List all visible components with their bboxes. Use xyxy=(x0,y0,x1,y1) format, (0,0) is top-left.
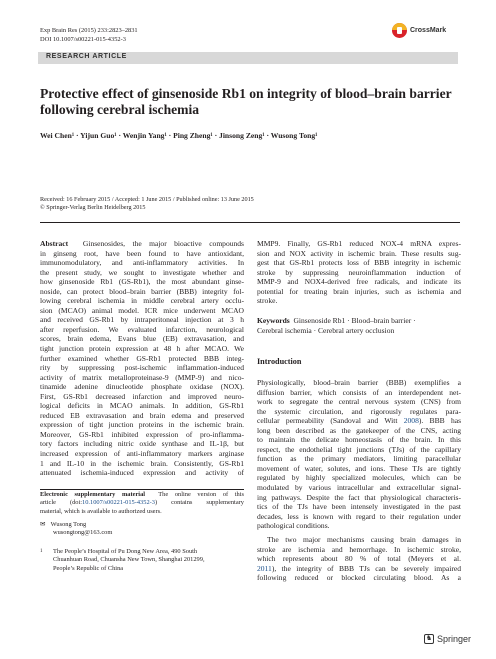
author-email[interactable]: wusongtong@163.com xyxy=(53,529,113,537)
abstract-continued xyxy=(257,239,461,306)
doi-line: DOI 10.1007/s00221-015-4352-3 xyxy=(40,35,126,43)
abstract-line: attenuated ischemia-induced expression and activity of xyxy=(40,468,244,478)
header-divider xyxy=(40,222,460,223)
article-title: Protective effect of ginsenoside Rb1 on integrity of blood–brain barrier following cerebral ischemia xyxy=(40,86,452,117)
springer-horse-icon: ♞ xyxy=(425,635,433,642)
journal-citation xyxy=(40,27,138,44)
abstract-line: lowing cerebral ischemia in middle cerebral artery occlu- xyxy=(40,296,244,306)
section-heading-introduction: Introduction xyxy=(257,357,302,366)
publication-dates xyxy=(40,196,460,212)
abstract-line: sion and NOX activity in ischemic brain. These results sug- xyxy=(257,248,461,258)
affiliation: 1 The People’s Hospital of Pu Dong New Area, 490 South Chuanhuan Road, Chuansha New Town, Shanghai 201299, People’s Republic of China xyxy=(40,548,205,572)
abstract-line: tight junction protein expression at 48 h after MCAO. We xyxy=(40,344,244,354)
citation-link[interactable]: 2011 xyxy=(257,563,272,573)
supplementary-label: Electronic supplementary material xyxy=(40,491,146,498)
abstract-line: stroke. xyxy=(257,296,278,306)
abstract-line: in ginseng root, have been found to have antioxidant, xyxy=(40,248,244,258)
abstract-line: the present study, we sought to investigate whether and xyxy=(40,267,244,277)
envelope-icon: ✉ xyxy=(40,521,46,528)
abstract-line: MMP-9 and NOX4-derived free radicals, and indicate its xyxy=(257,277,461,287)
abstract-line: Ginsenosides, the major bioactive compounds xyxy=(82,239,244,248)
abstract-line: First, GS-Rb1 decreased infarction and improved neuro- xyxy=(40,391,244,401)
citation-link[interactable]: 2008 xyxy=(403,416,419,426)
abstract-label: Abstract xyxy=(40,239,69,248)
copyright-line: © Springer-Verlag Berlin Heidelberg 2015 xyxy=(40,204,146,212)
abstract-line: potential for treating brain injuries, such as ischemia and xyxy=(257,286,461,296)
correspondence xyxy=(40,521,244,538)
abstract-line: 1 and IL-10 in the ischemic brain. Consistently, GS-Rb1 xyxy=(40,458,244,468)
crossmark-badge[interactable] xyxy=(392,22,472,38)
crossmark-label: CrossMark xyxy=(410,26,447,34)
doi-link[interactable]: 10.1007/s00221-015-4352-3 xyxy=(82,499,155,507)
supplementary-note: Electronic supplementary material The online version of this article (doi:10.1007/s00221-015-4352-3) contains supplementary material, which is available to authorized users. xyxy=(40,491,245,515)
abstract-line: tory factors including nitric oxide synthase and IL-1β, but xyxy=(40,439,244,449)
introduction-paragraph-2: The two major mechanisms causing brain damages in stroke are ischemia and hemorrhage. In ischemic stroke, which represents about 80 % of total (Meyers et al. 2011), the integrity of BBB TJs can be severely impaired following reduced or blocked circulating blood. As a xyxy=(257,535,461,583)
abstract-line: Moreover, GS-Rb1 inhibited expression of pro-inflamma- xyxy=(40,429,244,439)
abstract-line: how ginsenoside Rb1 (GS-Rb1), the most abundant ginse- xyxy=(40,277,244,287)
abstract-line: reduced EB extravasation and brain edema and preserved xyxy=(40,410,244,420)
journal-line: Exp Brain Res (2015) 233:2823–2831 xyxy=(40,27,138,34)
author-list: Wei Chen¹ · Yijun Guo¹ · Wenjin Yang¹ · Ping Zheng¹ · Jinsong Zeng¹ · Wusong Tong¹ xyxy=(40,131,318,140)
author-name: Wusong Tong xyxy=(50,521,87,528)
publisher-name: Springer xyxy=(437,634,472,644)
footnote-divider xyxy=(40,489,244,490)
abstract-line: noside, can protect blood–brain barrier (BBB) integrity fol- xyxy=(40,286,244,296)
abstract-line: increased expression of anti-inflammatory markers arginase xyxy=(40,449,244,459)
abstract-line: further examined whether GS-Rb1 protected BBB integ- xyxy=(40,353,244,363)
abstract-line: logical deficits in MCAO animals. In addition, GS-Rb1 xyxy=(40,401,244,411)
introduction-paragraph-1: Physiologically, blood–brain barrier (BBB) exemplifies a diffusion barrier, which consists of an interdependent net- work to segregate the central nervous system (CNS) from the systemic circulation, and rigorously regulates para- cellular permeability (Sandoval and Witt 2008). BBB has long been described as the gatekeeper of the CNS, acting to maintain the delicate homeostasis of the brain. In this respect, the endothelial tight junctions (TJs) of the capillary function as the primary mediators, limiting paracellular movement of water, solutes, and ions. These TJs are tightly regulated by highly specialized molecules, which can be modulated by various intracellular and extracellular signal- ing pathways. Despite the fact that physiological characteris- tics of the TJs have been intensely investigated in the past decades, less is known with regard to their regulation under pathological conditions. xyxy=(257,378,462,531)
abstract-line: after reperfusion. We evaluated infarction, neurological xyxy=(40,324,244,334)
dates-line: Received: 16 February 2015 / Accepted: 1 June 2015 / Published online: 13 June 2015 xyxy=(40,196,254,203)
abstract-line: scores, brain edema, Evans blue (EB) extravasation, and xyxy=(40,334,244,344)
abstract-line: gest that GS-Rb1 protects loss of BBB integrity in ischemic xyxy=(257,258,461,268)
publisher-logo xyxy=(424,634,471,644)
article-type: RESEARCH ARTICLE xyxy=(46,53,127,60)
abstract-line: and received GS-Rb1 by intraperitoneal injection at 3 h xyxy=(40,315,244,325)
abstract-line: expression of tight junction proteins in the ischemic brain. xyxy=(40,420,244,430)
abstract-line: MMP9. Finally, GS-Rb1 reduced NOX-4 mRNA expres- xyxy=(257,239,461,248)
abstract-line: tinamide adenine dinucleotide phosphate oxidase (NOX). xyxy=(40,382,244,392)
abstract-line: immunomodulatory, and anti-inflammatory activities. In xyxy=(40,258,244,268)
abstract-line: stroke by suppressing neuroinflammation induction of xyxy=(257,267,461,277)
affiliation-marker: 1 xyxy=(40,549,43,554)
abstract xyxy=(40,239,244,478)
keywords-label: Keywords xyxy=(257,316,290,325)
keywords: Keywords Ginsenoside Rb1 · Blood–brain barrier · Cerebral ischemia · Cerebral artery occlusion xyxy=(257,316,416,335)
abstract-line: rity by suppressing post-ischemic inflammation-induced xyxy=(40,363,244,373)
crossmark-icon xyxy=(392,23,407,38)
abstract-line: sion (MCAO) animal model. ICR mice underwent MCAO xyxy=(40,305,244,315)
abstract-line: activity of matrix metalloproteinase-9 (MMP-9) and nico- xyxy=(40,372,244,382)
